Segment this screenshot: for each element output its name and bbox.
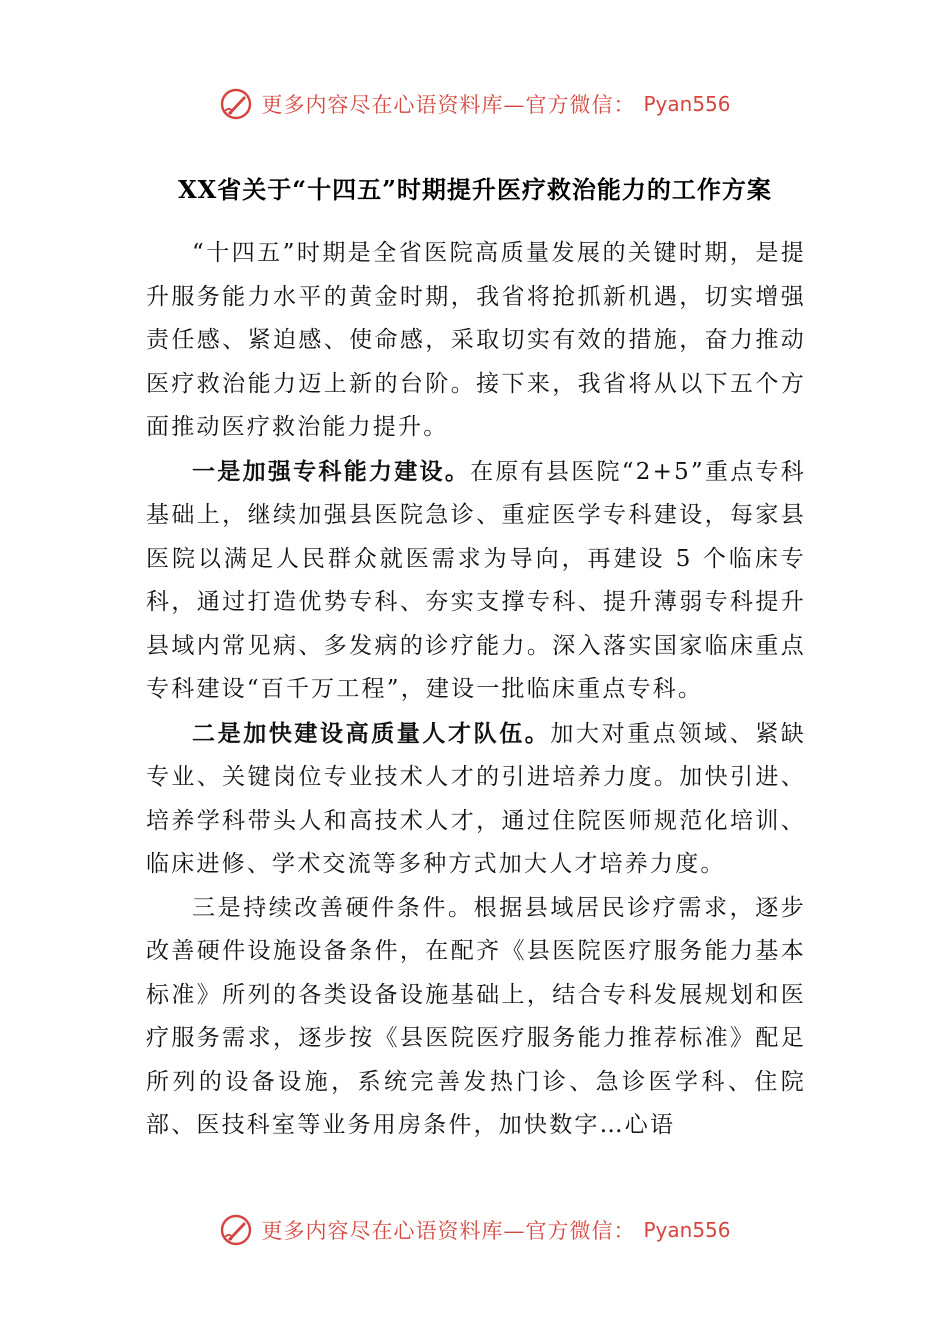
section-one-paragraph [146,450,806,712]
section-two-paragraph [146,712,806,887]
banner-wechat-id: Pyan556 [643,92,731,116]
banner-wechat-id: Pyan556 [643,1218,731,1242]
section-one-heading: 一是加强专科能力建设。 [192,457,471,485]
section-two-heading: 二是加快建设高质量人才队伍。 [192,719,551,747]
section-three-paragraph: 三是持续改善硬件条件。根据县域居民诊疗需求，逐步改善硬件设施设备条件，在配齐《县医院医疗服务能力基本标准》所列的各类设备设施基础上，结合专科发展规划和医疗服务需求，逐步按《县医院医疗服务能力推荐标准》配足所列的设备设施，系统完善发热门诊、急诊医学科、住院部、医技科室等业务用房条件，加快数字…心语 [146,894,806,1138]
pen-logo-icon [219,87,253,121]
intro-paragraph: “十四五”时期是全省医院高质量发展的关键时期，是提升服务能力水平的黄金时期，我省将抢抓新机遇，切实增强责任感、紧迫感、使命感，采取切实有效的措施，奋力推动医疗救治能力迈上新的台阶。接下来，我省将从以下五个方面推动医疗救治能力提升。 [146,240,806,440]
banner-text: 更多内容尽在心语资料库—官方微信： [261,93,636,117]
document-title: XX省关于“十四五”时期提升医疗救治能力的工作方案 [178,175,772,204]
banner-text: 更多内容尽在心语资料库—官方微信： [261,1219,636,1243]
section-one-body: 在原有县医院“2+5”重点专科基础上，继续加强县医院急诊、重症医学专科建设，每家县医院以满足人民群众就医需求为导向，再建设 5 个临床专科，通过打造优势专科、夯实支撑专科、提升薄弱专科提升县域内常见病、多发病的诊疗能力。深入落实国家临床重点专科建设“百千万工程”，建设一批临床重点专科。 [146,458,806,702]
header-banner [0,84,950,124]
section-two-body: 加大对重点领域、紧缺专业、关键岗位专业技术人才的引进培养力度。加快引进、培养学科带头人和高技术人才，通过住院医师规范化培训、临床进修、学术交流等多种方式加大人才培养力度。 [146,720,807,877]
document-body [146,232,806,1148]
footer-banner [0,1210,950,1250]
pen-logo-icon [219,1213,253,1247]
